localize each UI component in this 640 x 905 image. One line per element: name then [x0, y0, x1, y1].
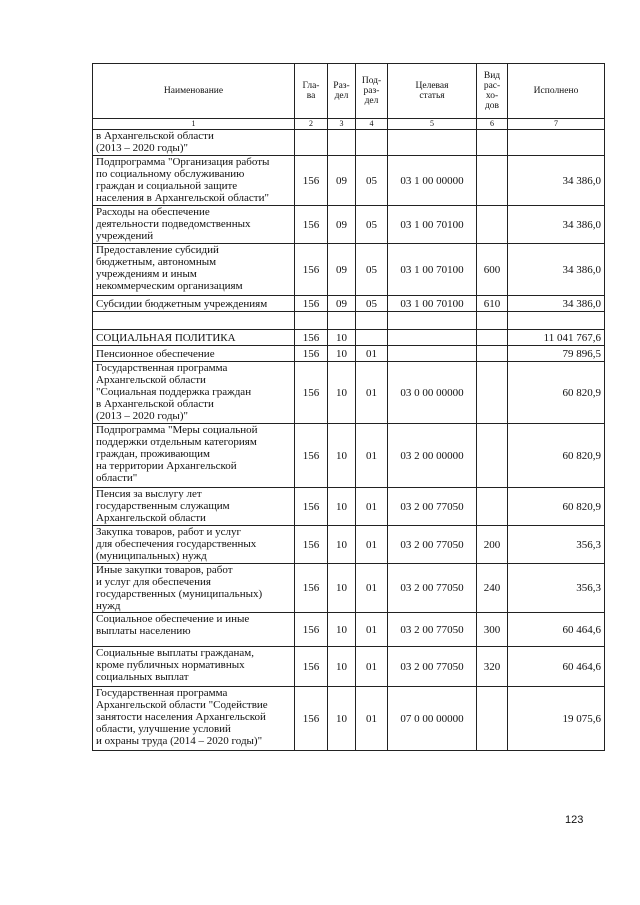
row-subsection-cell: 01 [356, 362, 388, 424]
row-target-cell: 03 2 00 77050 [388, 613, 477, 647]
row-expense-type-cell [477, 687, 508, 751]
page-number: 123 [565, 814, 584, 826]
table-row [93, 362, 605, 424]
row-subsection-cell: 05 [356, 206, 388, 244]
row-subsection-cell [356, 330, 388, 346]
row-target-cell: 03 2 00 77050 [388, 647, 477, 687]
table-row [93, 130, 605, 156]
row-target-cell: 03 2 00 77050 [388, 564, 477, 613]
table-row [93, 244, 605, 296]
column-number: 3 [328, 119, 356, 130]
row-section-cell: 10 [328, 346, 356, 362]
column-number: 2 [295, 119, 328, 130]
row-subsection-cell: 01 [356, 613, 388, 647]
row-executed-cell: 356,3 [508, 526, 605, 564]
table-header-row [93, 64, 605, 119]
row-section-cell: 10 [328, 526, 356, 564]
table-row [93, 346, 605, 362]
row-executed-cell: 60 820,9 [508, 488, 605, 526]
row-executed-cell: 60 820,9 [508, 424, 605, 488]
table-row [93, 647, 605, 687]
row-expense-type-cell [477, 346, 508, 362]
row-target-cell: 07 0 00 00000 [388, 687, 477, 751]
column-number: 1 [93, 119, 295, 130]
row-section-cell: 09 [328, 244, 356, 296]
row-executed-cell: 60 464,6 [508, 613, 605, 647]
row-section-cell: 10 [328, 647, 356, 687]
row-chapter-cell: 156 [295, 330, 328, 346]
row-chapter-cell: 156 [295, 244, 328, 296]
column-number: 5 [388, 119, 477, 130]
table-row [93, 564, 605, 613]
row-executed-cell: 19 075,6 [508, 687, 605, 751]
row-expense-type-cell: 240 [477, 564, 508, 613]
row-expense-type-cell: 200 [477, 526, 508, 564]
header-section: Раз- дел [328, 64, 356, 119]
row-expense-type-cell [477, 362, 508, 424]
column-number-row [93, 119, 605, 130]
row-chapter-cell: 156 [295, 156, 328, 206]
row-section-cell: 09 [328, 156, 356, 206]
budget-table [92, 63, 605, 751]
header-name: Наименование [93, 64, 295, 119]
header-executed: Исполнено [508, 64, 605, 119]
row-name-cell: Подпрограмма "Организация работы по социальному обслуживанию граждан и социальной защите населения в Архангельской области" [93, 156, 295, 206]
row-name-cell: Пенсионное обеспечение [93, 346, 295, 362]
row-name-cell [93, 312, 295, 330]
row-expense-type-cell [477, 488, 508, 526]
row-chapter-cell: 156 [295, 362, 328, 424]
row-expense-type-cell [477, 206, 508, 244]
row-name-cell: Расходы на обеспечение деятельности подведомственных учреждений [93, 206, 295, 244]
row-expense-type-cell: 600 [477, 244, 508, 296]
row-name-cell: СОЦИАЛЬНАЯ ПОЛИТИКА [93, 330, 295, 346]
header-target: Целевая статья [388, 64, 477, 119]
table-row [93, 330, 605, 346]
row-chapter-cell: 156 [295, 488, 328, 526]
row-name-cell: Государственная программа Архангельской области "Содействие занятости населения Архангельской области, улучшение условий и охраны труда (2014 – 2020 годы)" [93, 687, 295, 751]
row-subsection-cell: 05 [356, 156, 388, 206]
row-target-cell: 03 1 00 70100 [388, 206, 477, 244]
column-number: 4 [356, 119, 388, 130]
row-expense-type-cell [477, 130, 508, 156]
row-section-cell: 10 [328, 564, 356, 613]
table-row [93, 613, 605, 647]
row-name-cell: Социальное обеспечение и иные выплаты населению [93, 613, 295, 647]
row-target-cell: 03 2 00 77050 [388, 526, 477, 564]
row-section-cell [328, 130, 356, 156]
row-executed-cell: 79 896,5 [508, 346, 605, 362]
row-expense-type-cell [477, 330, 508, 346]
table-row [93, 312, 605, 330]
row-target-cell: 03 1 00 00000 [388, 156, 477, 206]
row-subsection-cell: 01 [356, 564, 388, 613]
row-section-cell: 09 [328, 206, 356, 244]
column-number: 6 [477, 119, 508, 130]
row-expense-type-cell: 300 [477, 613, 508, 647]
row-name-cell: в Архангельской области (2013 – 2020 годы)" [93, 130, 295, 156]
table-row [93, 206, 605, 244]
row-name-cell: Субсидии бюджетным учреждениям [93, 296, 295, 312]
row-target-cell: 03 1 00 70100 [388, 296, 477, 312]
column-number: 7 [508, 119, 605, 130]
row-expense-type-cell [477, 312, 508, 330]
row-expense-type-cell: 320 [477, 647, 508, 687]
row-chapter-cell [295, 312, 328, 330]
row-executed-cell: 60 464,6 [508, 647, 605, 687]
row-section-cell: 10 [328, 362, 356, 424]
row-subsection-cell: 05 [356, 244, 388, 296]
row-subsection-cell: 01 [356, 424, 388, 488]
row-subsection-cell: 01 [356, 687, 388, 751]
row-target-cell: 03 2 00 77050 [388, 488, 477, 526]
row-chapter-cell [295, 130, 328, 156]
row-section-cell: 10 [328, 687, 356, 751]
row-section-cell: 10 [328, 424, 356, 488]
table-row [93, 156, 605, 206]
row-target-cell: 03 1 00 70100 [388, 244, 477, 296]
row-expense-type-cell [477, 424, 508, 488]
row-target-cell [388, 130, 477, 156]
row-subsection-cell: 01 [356, 488, 388, 526]
table-row [93, 526, 605, 564]
row-target-cell: 03 0 00 00000 [388, 362, 477, 424]
row-executed-cell: 11 041 767,6 [508, 330, 605, 346]
row-chapter-cell: 156 [295, 206, 328, 244]
row-section-cell: 10 [328, 613, 356, 647]
row-name-cell: Государственная программа Архангельской области "Социальная поддержка граждан в Архангельской области (2013 – 2020 годы)" [93, 362, 295, 424]
row-executed-cell: 34 386,0 [508, 244, 605, 296]
row-name-cell: Подпрограмма "Меры социальной поддержки отдельным категориям граждан, проживающим на территории Архангельской области" [93, 424, 295, 488]
row-target-cell [388, 330, 477, 346]
row-subsection-cell: 01 [356, 647, 388, 687]
row-subsection-cell: 01 [356, 526, 388, 564]
row-chapter-cell: 156 [295, 687, 328, 751]
row-chapter-cell: 156 [295, 346, 328, 362]
row-name-cell: Закупка товаров, работ и услуг для обеспечения государственных (муниципальных) нужд [93, 526, 295, 564]
row-name-cell: Предоставление субсидий бюджетным, автономным учреждениям и иным некоммерческим организациям [93, 244, 295, 296]
row-executed-cell [508, 130, 605, 156]
row-chapter-cell: 156 [295, 564, 328, 613]
row-target-cell [388, 312, 477, 330]
row-chapter-cell: 156 [295, 647, 328, 687]
row-executed-cell: 60 820,9 [508, 362, 605, 424]
row-chapter-cell: 156 [295, 613, 328, 647]
row-name-cell: Социальные выплаты гражданам, кроме публичных нормативных социальных выплат [93, 647, 295, 687]
table-row [93, 424, 605, 488]
row-expense-type-cell: 610 [477, 296, 508, 312]
row-target-cell [388, 346, 477, 362]
row-executed-cell: 356,3 [508, 564, 605, 613]
header-expense-type: Вид рас- хо- дов [477, 64, 508, 119]
row-name-cell: Иные закупки товаров, работ и услуг для обеспечения государственных (муниципальных) нужд [93, 564, 295, 613]
row-chapter-cell: 156 [295, 526, 328, 564]
row-section-cell: 09 [328, 296, 356, 312]
row-executed-cell: 34 386,0 [508, 206, 605, 244]
row-section-cell [328, 312, 356, 330]
row-executed-cell: 34 386,0 [508, 296, 605, 312]
row-chapter-cell: 156 [295, 424, 328, 488]
table-row [93, 296, 605, 312]
header-subsection: Под- раз- дел [356, 64, 388, 119]
table-row [93, 687, 605, 751]
row-executed-cell: 34 386,0 [508, 156, 605, 206]
row-target-cell: 03 2 00 00000 [388, 424, 477, 488]
row-executed-cell [508, 312, 605, 330]
row-section-cell: 10 [328, 330, 356, 346]
row-subsection-cell [356, 312, 388, 330]
row-expense-type-cell [477, 156, 508, 206]
row-subsection-cell [356, 130, 388, 156]
row-subsection-cell: 01 [356, 346, 388, 362]
row-chapter-cell: 156 [295, 296, 328, 312]
row-section-cell: 10 [328, 488, 356, 526]
header-chapter: Гла- ва [295, 64, 328, 119]
table-row [93, 488, 605, 526]
row-name-cell: Пенсия за выслугу лет государственным служащим Архангельской области [93, 488, 295, 526]
row-subsection-cell: 05 [356, 296, 388, 312]
